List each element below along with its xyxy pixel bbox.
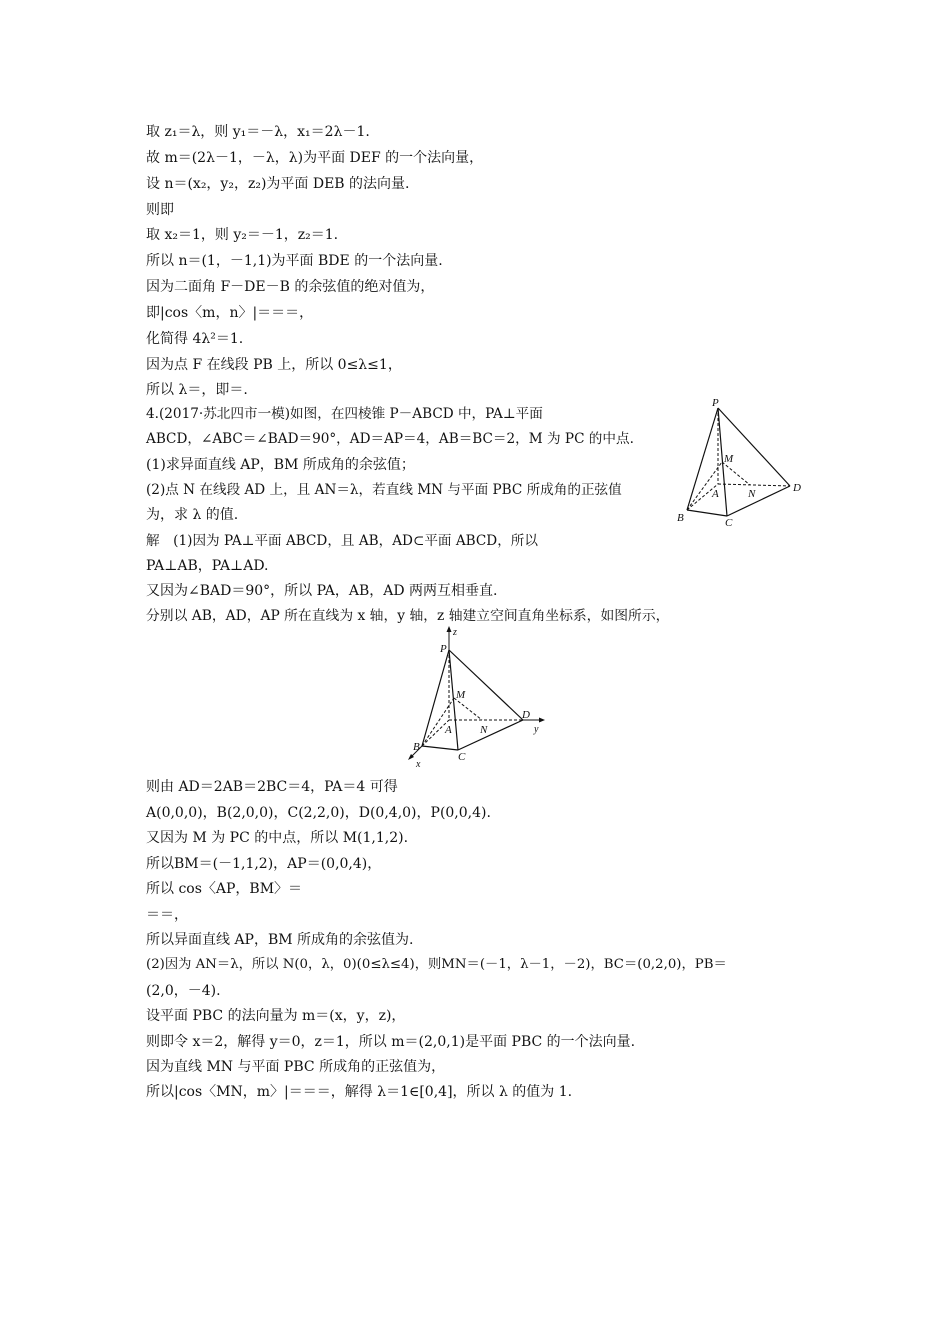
text-line: 取 z₁＝λ，则 y₁＝－λ，x₁＝2λ－1.: [146, 124, 370, 140]
problem-line: (2)点 N 在线段 AD 上，且 AN＝λ，若直线 MN 与平面 PBC 所成角的正弦值: [146, 482, 622, 498]
text-line: 故 m＝(2λ－1，－λ，λ)为平面 DEF 的一个法向量，: [146, 150, 484, 166]
axis-z: z: [453, 627, 457, 638]
text-line: 化简得 4λ²＝1.: [146, 331, 244, 347]
text-line: 取 x₂＝1，则 y₂＝－1，z₂＝1.: [146, 227, 339, 243]
text-line: 因为点 F 在线段 PB 上，所以 0≤λ≤1，: [146, 357, 402, 373]
problem-line: ABCD，∠ABC＝∠BAD＝90°，AD＝AP＝4，AB＝BC＝2，M 为 PC 的中点.: [146, 431, 634, 447]
solution-line: 则即令 x＝2，解得 y＝0，z＝1，所以 m＝(2,0,1)是平面 PBC 的一个法向量.: [146, 1034, 636, 1050]
solution-line: 解 (1)因为 PA⊥平面 ABCD，且 AB，AD⊂平面 ABCD，所以: [146, 533, 538, 549]
solution-line: (2)因为 AN＝λ，所以 N(0，λ，0)(0≤λ≤4)，则MN＝(－1，λ－1，－2)，BC＝(0,2,0)，PB＝: [146, 957, 727, 972]
label-D: D: [522, 709, 530, 721]
label-B: B: [677, 512, 684, 524]
label-A: A: [712, 488, 719, 500]
label-P: P: [712, 397, 719, 409]
text-line: 则即: [146, 202, 174, 218]
coordinate-figure: [400, 622, 560, 772]
problem-line: 为，求 λ 的值.: [146, 507, 239, 523]
label-N: N: [480, 724, 488, 736]
text-line: 设 n＝(x₂，y₂，z₂)为平面 DEB 的法向量.: [146, 176, 410, 192]
label-M: M: [456, 689, 466, 701]
text-line: 即|cos〈m，n〉|＝＝＝，: [146, 305, 314, 321]
label-N: N: [748, 488, 756, 500]
pyramid-figure: [672, 392, 812, 532]
solution-line: A(0,0,0)，B(2,0,0)，C(2,2,0)，D(0,4,0)，P(0,0,4).: [146, 805, 491, 821]
solution-line: 所以异面直线 AP，BM 所成角的余弦值为.: [146, 932, 414, 948]
solution-line: 又因为 M 为 PC 的中点，所以 M(1,1,2).: [146, 830, 409, 846]
problem-line: (1)求异面直线 AP，BM 所成角的余弦值；: [146, 457, 415, 473]
label-C: C: [725, 517, 733, 529]
label-A: A: [445, 724, 452, 736]
text-line: 因为二面角 F－DE－B 的余弦值的绝对值为，: [146, 279, 435, 295]
solution-line: ＝＝，: [146, 907, 188, 923]
problem-line: 4.(2017·苏北四市一模)如图，在四棱锥 P－ABCD 中，PA⊥平面: [146, 406, 543, 422]
label-B: B: [413, 741, 420, 753]
axis-x: x: [416, 759, 421, 770]
solution-line: 所以 cos〈AP，BM〉＝: [146, 881, 303, 897]
solution-line: PA⊥AB，PA⊥AD.: [146, 558, 269, 574]
solution-line: 设平面 PBC 的法向量为 m＝(x，y，z)，: [146, 1008, 406, 1024]
solution-line: 分别以 AB，AD，AP 所在直线为 x 轴，y 轴，z 轴建立空间直角坐标系，如图所示，: [146, 608, 670, 624]
solution-line: 所以|cos〈MN，m〉|＝＝＝，解得 λ＝1∈[0,4]，所以 λ 的值为 1.: [146, 1084, 573, 1100]
text-line: 所以 λ＝，即＝.: [146, 382, 248, 398]
label-C: C: [458, 751, 466, 763]
solution-line: 所以BM＝(－1,1,2)，AP＝(0,0,4)，: [146, 856, 382, 872]
text-line: 所以 n＝(1，－1,1)为平面 BDE 的一个法向量.: [146, 253, 443, 269]
label-P: P: [440, 643, 447, 655]
label-M: M: [724, 453, 734, 465]
solution-line: 因为直线 MN 与平面 PBC 所成角的正弦值为，: [146, 1059, 446, 1075]
solution-line: (2,0，－4).: [146, 983, 221, 999]
axis-y: y: [534, 724, 539, 735]
label-D: D: [793, 482, 801, 494]
solution-line: 则由 AD＝2AB＝2BC＝4，PA＝4 可得: [146, 779, 398, 795]
solution-line: 又因为∠BAD＝90°，所以 PA，AB，AD 两两互相垂直.: [146, 583, 498, 599]
